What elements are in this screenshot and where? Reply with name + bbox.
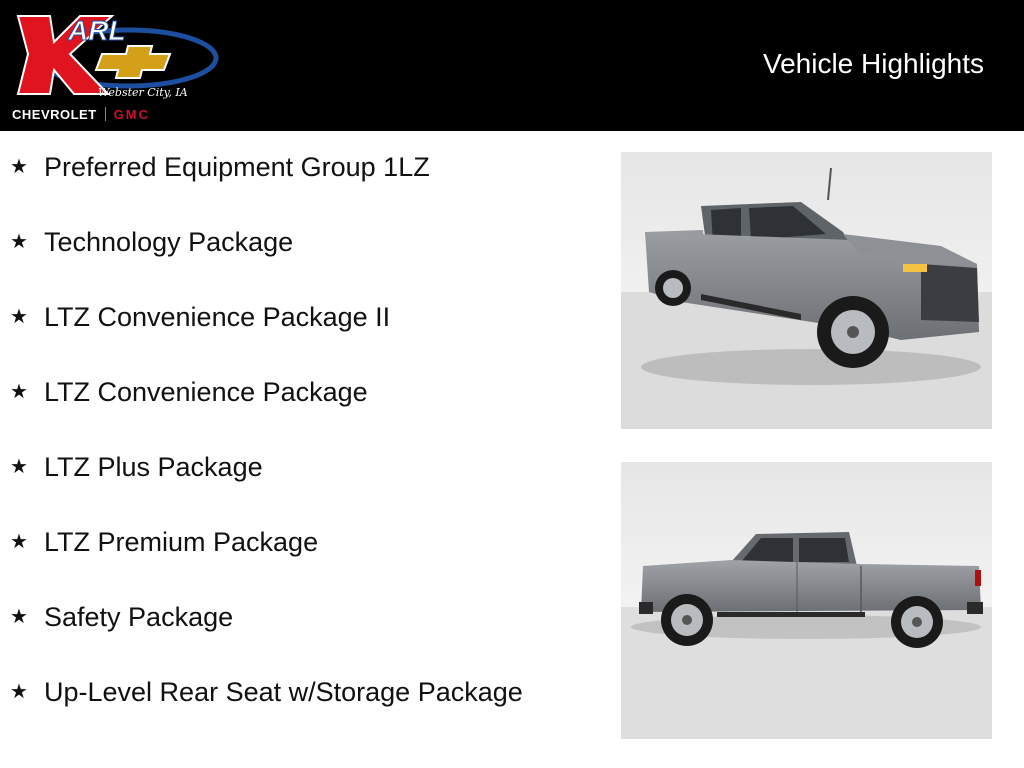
highlight-label: LTZ Plus Package bbox=[44, 452, 263, 482]
brand-divider bbox=[105, 107, 106, 121]
highlight-item bbox=[10, 150, 570, 225]
star-icon: ★ bbox=[10, 681, 28, 703]
truck-side-image-icon bbox=[621, 462, 992, 739]
brand-chevrolet: CHEVROLET bbox=[12, 106, 97, 122]
highlight-item bbox=[10, 450, 570, 525]
highlight-label: Technology Package bbox=[44, 227, 294, 257]
highlight-label: Preferred Equipment Group 1LZ bbox=[44, 152, 430, 182]
truck-front-image-icon bbox=[621, 152, 992, 429]
star-icon: ★ bbox=[10, 606, 28, 628]
highlight-item bbox=[10, 525, 570, 600]
highlight-item bbox=[10, 375, 570, 450]
header-bar bbox=[0, 0, 1024, 131]
highlight-label: Up-Level Rear Seat w/Storage Package bbox=[44, 677, 523, 707]
highlights-list bbox=[10, 150, 570, 755]
highlight-label: Safety Package bbox=[44, 602, 234, 632]
svg-text:Webster City, IA: Webster City, IA bbox=[98, 86, 188, 99]
highlight-item bbox=[10, 675, 570, 755]
star-icon: ★ bbox=[10, 381, 28, 403]
page-title: Vehicle Highlights bbox=[762, 48, 984, 79]
highlight-item bbox=[10, 225, 570, 300]
brand-gmc: GMC bbox=[113, 106, 151, 122]
highlight-label: LTZ Convenience Package II bbox=[44, 302, 391, 332]
karl-chevrolet-logo-icon bbox=[10, 8, 220, 100]
star-icon: ★ bbox=[10, 456, 28, 478]
star-icon: ★ bbox=[10, 156, 28, 178]
svg-text:ARL: ARL bbox=[68, 15, 126, 46]
vehicle-photo-side bbox=[621, 462, 992, 739]
brand-row bbox=[12, 104, 150, 124]
highlight-label: LTZ Convenience Package bbox=[44, 377, 368, 407]
vehicle-photo-front bbox=[621, 152, 992, 429]
highlight-item bbox=[10, 600, 570, 675]
star-icon: ★ bbox=[10, 306, 28, 328]
star-icon: ★ bbox=[10, 231, 28, 253]
highlight-label: LTZ Premium Package bbox=[44, 527, 319, 557]
star-icon: ★ bbox=[10, 531, 28, 553]
highlight-item bbox=[10, 300, 570, 375]
